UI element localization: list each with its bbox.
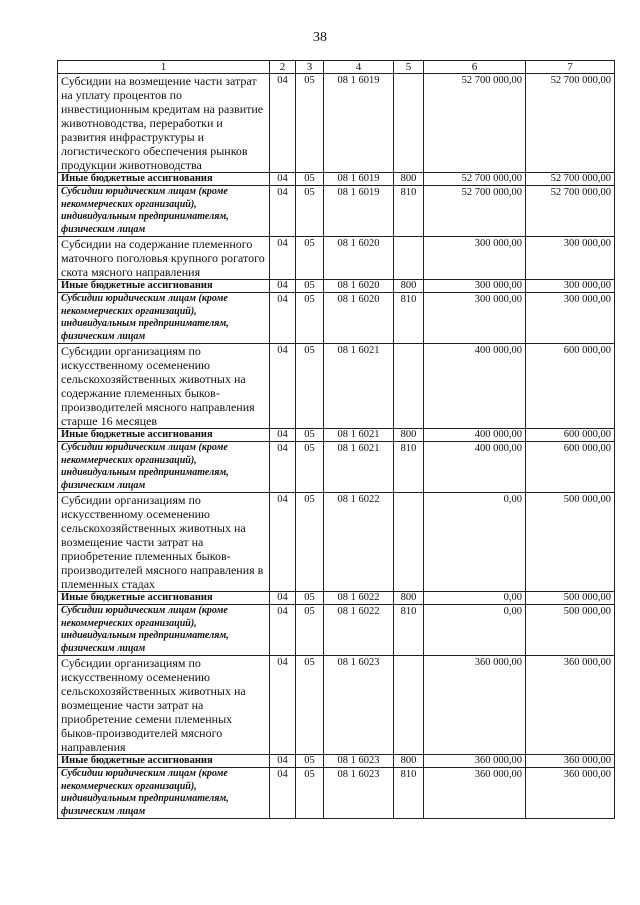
row-name: Субсидии юридическим лицам (кроме некоммерческих организаций), индивидуальным предпринимателям, физическим лицам [58, 605, 270, 656]
row-target-article: 08 1 6021 [324, 429, 394, 442]
row-subsection-code: 05 [296, 280, 324, 293]
row-expense-type [394, 344, 424, 429]
row-target-article: 08 1 6021 [324, 344, 394, 429]
header-col-7: 7 [526, 61, 615, 74]
row-amount-year-2: 300 000,00 [526, 237, 615, 280]
row-amount-year-1: 360 000,00 [424, 755, 526, 768]
row-amount-year-1: 400 000,00 [424, 429, 526, 442]
row-subsection-code: 05 [296, 656, 324, 755]
row-target-article: 08 1 6022 [324, 605, 394, 656]
row-name: Иные бюджетные ассигнования [58, 429, 270, 442]
row-name: Субсидии юридическим лицам (кроме некоммерческих организаций), индивидуальным предпринимателям, физическим лицам [58, 768, 270, 819]
row-amount-year-2: 300 000,00 [526, 280, 615, 293]
row-expense-type: 810 [394, 293, 424, 344]
table-row-other [58, 429, 615, 442]
row-target-article: 08 1 6023 [324, 755, 394, 768]
row-name: Субсидии организациям по искусственному осеменению сельскохозяйственных животных на содержание племенных быков-производителей мясного направления старше 16 месяцев [58, 344, 270, 429]
row-amount-year-2: 52 700 000,00 [526, 74, 615, 173]
row-amount-year-2: 600 000,00 [526, 442, 615, 493]
row-name: Иные бюджетные ассигнования [58, 280, 270, 293]
table-row-other [58, 755, 615, 768]
row-section-code: 04 [270, 344, 296, 429]
table-row-other [58, 592, 615, 605]
row-amount-year-2: 600 000,00 [526, 344, 615, 429]
row-expense-type: 810 [394, 768, 424, 819]
row-amount-year-1: 0,00 [424, 493, 526, 592]
header-col-1: 1 [58, 61, 270, 74]
row-expense-type: 810 [394, 442, 424, 493]
row-target-article: 08 1 6019 [324, 186, 394, 237]
row-amount-year-1: 400 000,00 [424, 344, 526, 429]
row-amount-year-2: 500 000,00 [526, 592, 615, 605]
table-row-other [58, 173, 615, 186]
row-expense-type [394, 74, 424, 173]
table-row-other [58, 280, 615, 293]
row-name: Субсидии юридическим лицам (кроме некоммерческих организаций), индивидуальным предпринимателям, физическим лицам [58, 442, 270, 493]
row-target-article: 08 1 6022 [324, 493, 394, 592]
row-target-article: 08 1 6020 [324, 280, 394, 293]
row-target-article: 08 1 6020 [324, 293, 394, 344]
row-subsection-code: 05 [296, 74, 324, 173]
row-amount-year-2: 360 000,00 [526, 755, 615, 768]
row-target-article: 08 1 6022 [324, 592, 394, 605]
table-row-sub [58, 186, 615, 237]
row-amount-year-1: 52 700 000,00 [424, 186, 526, 237]
table-row-sub [58, 605, 615, 656]
row-expense-type: 800 [394, 280, 424, 293]
row-amount-year-1: 360 000,00 [424, 768, 526, 819]
table-row-main [58, 493, 615, 592]
row-subsection-code: 05 [296, 344, 324, 429]
row-section-code: 04 [270, 442, 296, 493]
row-amount-year-2: 300 000,00 [526, 293, 615, 344]
row-section-code: 04 [270, 74, 296, 173]
row-name: Субсидии юридическим лицам (кроме некоммерческих организаций), индивидуальным предпринимателям, физическим лицам [58, 293, 270, 344]
row-amount-year-1: 300 000,00 [424, 293, 526, 344]
row-subsection-code: 05 [296, 605, 324, 656]
row-section-code: 04 [270, 429, 296, 442]
row-amount-year-2: 600 000,00 [526, 429, 615, 442]
row-section-code: 04 [270, 237, 296, 280]
row-section-code: 04 [270, 768, 296, 819]
row-name: Иные бюджетные ассигнования [58, 173, 270, 186]
row-section-code: 04 [270, 280, 296, 293]
row-subsection-code: 05 [296, 493, 324, 592]
header-col-3: 3 [296, 61, 324, 74]
row-expense-type: 810 [394, 605, 424, 656]
page-number: 38 [313, 30, 327, 45]
row-target-article: 08 1 6023 [324, 768, 394, 819]
row-amount-year-1: 52 700 000,00 [424, 74, 526, 173]
row-expense-type: 800 [394, 592, 424, 605]
table-body [58, 74, 615, 819]
table-row-sub [58, 768, 615, 819]
row-name: Субсидии организациям по искусственному осеменению сельскохозяйственных животных на возмещение части затрат на приобретение семени племенных быков-производителей мясного направления [58, 656, 270, 755]
row-expense-type: 800 [394, 173, 424, 186]
row-amount-year-1: 400 000,00 [424, 442, 526, 493]
header-col-4: 4 [324, 61, 394, 74]
row-section-code: 04 [270, 173, 296, 186]
row-amount-year-1: 300 000,00 [424, 237, 526, 280]
row-name: Субсидии на содержание племенного маточного поголовья крупного рогатого скота мясного направления [58, 237, 270, 280]
row-expense-type [394, 656, 424, 755]
row-section-code: 04 [270, 293, 296, 344]
row-subsection-code: 05 [296, 755, 324, 768]
row-subsection-code: 05 [296, 429, 324, 442]
row-section-code: 04 [270, 493, 296, 592]
row-amount-year-1: 300 000,00 [424, 280, 526, 293]
row-target-article: 08 1 6019 [324, 173, 394, 186]
row-name: Субсидии организациям по искусственному осеменению сельскохозяйственных животных на возмещение части затрат на приобретение племенных быков-производителей мясного направления в племенных стадах [58, 493, 270, 592]
row-name: Иные бюджетные ассигнования [58, 755, 270, 768]
row-amount-year-2: 360 000,00 [526, 656, 615, 755]
table-row-main [58, 656, 615, 755]
row-subsection-code: 05 [296, 173, 324, 186]
row-section-code: 04 [270, 755, 296, 768]
row-amount-year-2: 52 700 000,00 [526, 173, 615, 186]
table-row-main [58, 237, 615, 280]
row-name: Субсидии на возмещение части затрат на уплату процентов по инвестиционным кредитам на развитие животноводства, переработки и развития инфраструктуры и логистического обеспечения рынков продукции животноводства [58, 74, 270, 173]
row-subsection-code: 05 [296, 293, 324, 344]
row-amount-year-2: 360 000,00 [526, 768, 615, 819]
row-target-article: 08 1 6019 [324, 74, 394, 173]
row-subsection-code: 05 [296, 442, 324, 493]
table-row-main [58, 74, 615, 173]
row-amount-year-2: 500 000,00 [526, 605, 615, 656]
row-amount-year-1: 52 700 000,00 [424, 173, 526, 186]
row-section-code: 04 [270, 186, 296, 237]
row-name: Иные бюджетные ассигнования [58, 592, 270, 605]
row-target-article: 08 1 6021 [324, 442, 394, 493]
row-amount-year-1: 0,00 [424, 592, 526, 605]
header-col-2: 2 [270, 61, 296, 74]
row-amount-year-2: 52 700 000,00 [526, 186, 615, 237]
row-section-code: 04 [270, 656, 296, 755]
row-section-code: 04 [270, 605, 296, 656]
budget-table [57, 60, 615, 819]
row-amount-year-1: 0,00 [424, 605, 526, 656]
table-row-main [58, 344, 615, 429]
table-row-sub [58, 293, 615, 344]
row-subsection-code: 05 [296, 237, 324, 280]
row-amount-year-1: 360 000,00 [424, 656, 526, 755]
row-subsection-code: 05 [296, 768, 324, 819]
row-amount-year-2: 500 000,00 [526, 493, 615, 592]
header-row [58, 61, 615, 74]
row-subsection-code: 05 [296, 592, 324, 605]
row-subsection-code: 05 [296, 186, 324, 237]
row-expense-type: 810 [394, 186, 424, 237]
row-name: Субсидии юридическим лицам (кроме некоммерческих организаций), индивидуальным предпринимателям, физическим лицам [58, 186, 270, 237]
row-target-article: 08 1 6020 [324, 237, 394, 280]
header-col-6: 6 [424, 61, 526, 74]
row-expense-type: 800 [394, 755, 424, 768]
row-expense-type: 800 [394, 429, 424, 442]
row-expense-type [394, 237, 424, 280]
row-section-code: 04 [270, 592, 296, 605]
header-col-5: 5 [394, 61, 424, 74]
row-expense-type [394, 493, 424, 592]
row-target-article: 08 1 6023 [324, 656, 394, 755]
table-row-sub [58, 442, 615, 493]
